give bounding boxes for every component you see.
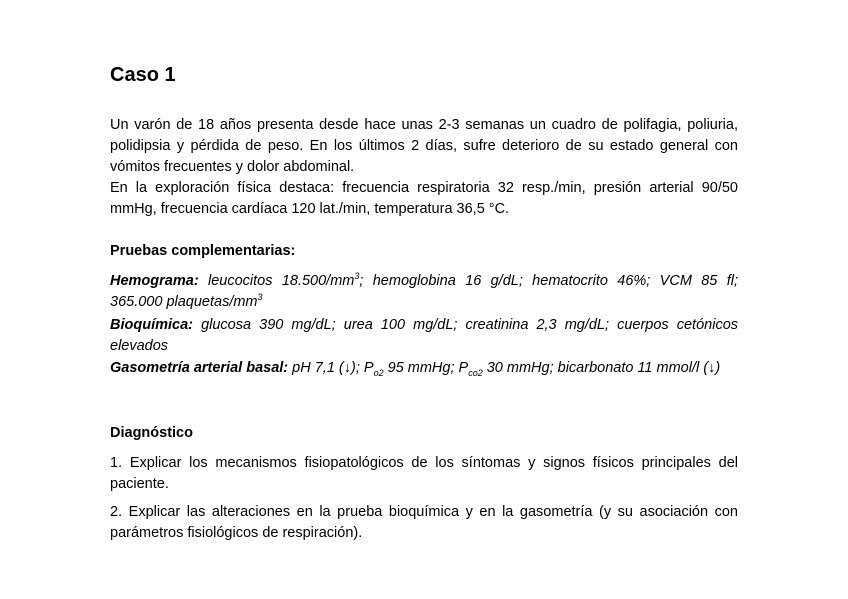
question-2: 2. Explicar las alteraciones en la prueba bioquímica y en la gasometría (y su asociación con parámetros fisiológicos de respiración).	[110, 504, 738, 541]
case-description: Un varón de 18 años presenta desde hace unas 2-3 semanas un cuadro de polifagia, poliuria, polidipsia y pérdida de peso. En los últimos 2 días, sufre deterioro de su estado general con vómitos frecuentes y dolor abdominal.	[110, 117, 738, 175]
gasometria-label: Gasometría arterial basal	[110, 360, 284, 376]
hemograma-label: Hemograma	[110, 273, 194, 289]
bioquimica-label: Bioquímica	[110, 317, 189, 333]
tests-heading: Pruebas complementarias:	[110, 243, 296, 259]
bioquimica-results: Bioquímica: glucosa 390 mg/dL; urea 100 mg/dL; creatinina 2,3 mg/dL; cuerpos cetónicos elevados	[110, 317, 739, 354]
case-title: Caso 1	[110, 64, 176, 86]
gasometria-results: Gasometría arterial basal: pH 7,1 (↓); $P_{o2}$ 95 mmHg; $P_{co2}$ 30 mmHg; bicarbonato 11 mmol/l (↓)	[110, 360, 721, 378]
diagnosis-heading: Diagnóstico	[110, 425, 193, 441]
question-1: 1. Explicar los mecanismos fisiopatológicos de los síntomas y signos físicos principales del paciente.	[110, 455, 738, 492]
hemograma-results: Hemograma: leucocitos $18.500/mm^3$; hemoglobina 16 g/dL; hematocrito 46%; VCM 85 fl; 365.000 plaquetas/$mm^3$	[110, 271, 738, 310]
physical-exam: En la exploración física destaca: frecuencia respiratoria 32 resp./min, presión arterial 90/50 mmHg, frecuencia cardíaca 120 lat./min, temperatura 36,5 °C.	[110, 180, 738, 217]
